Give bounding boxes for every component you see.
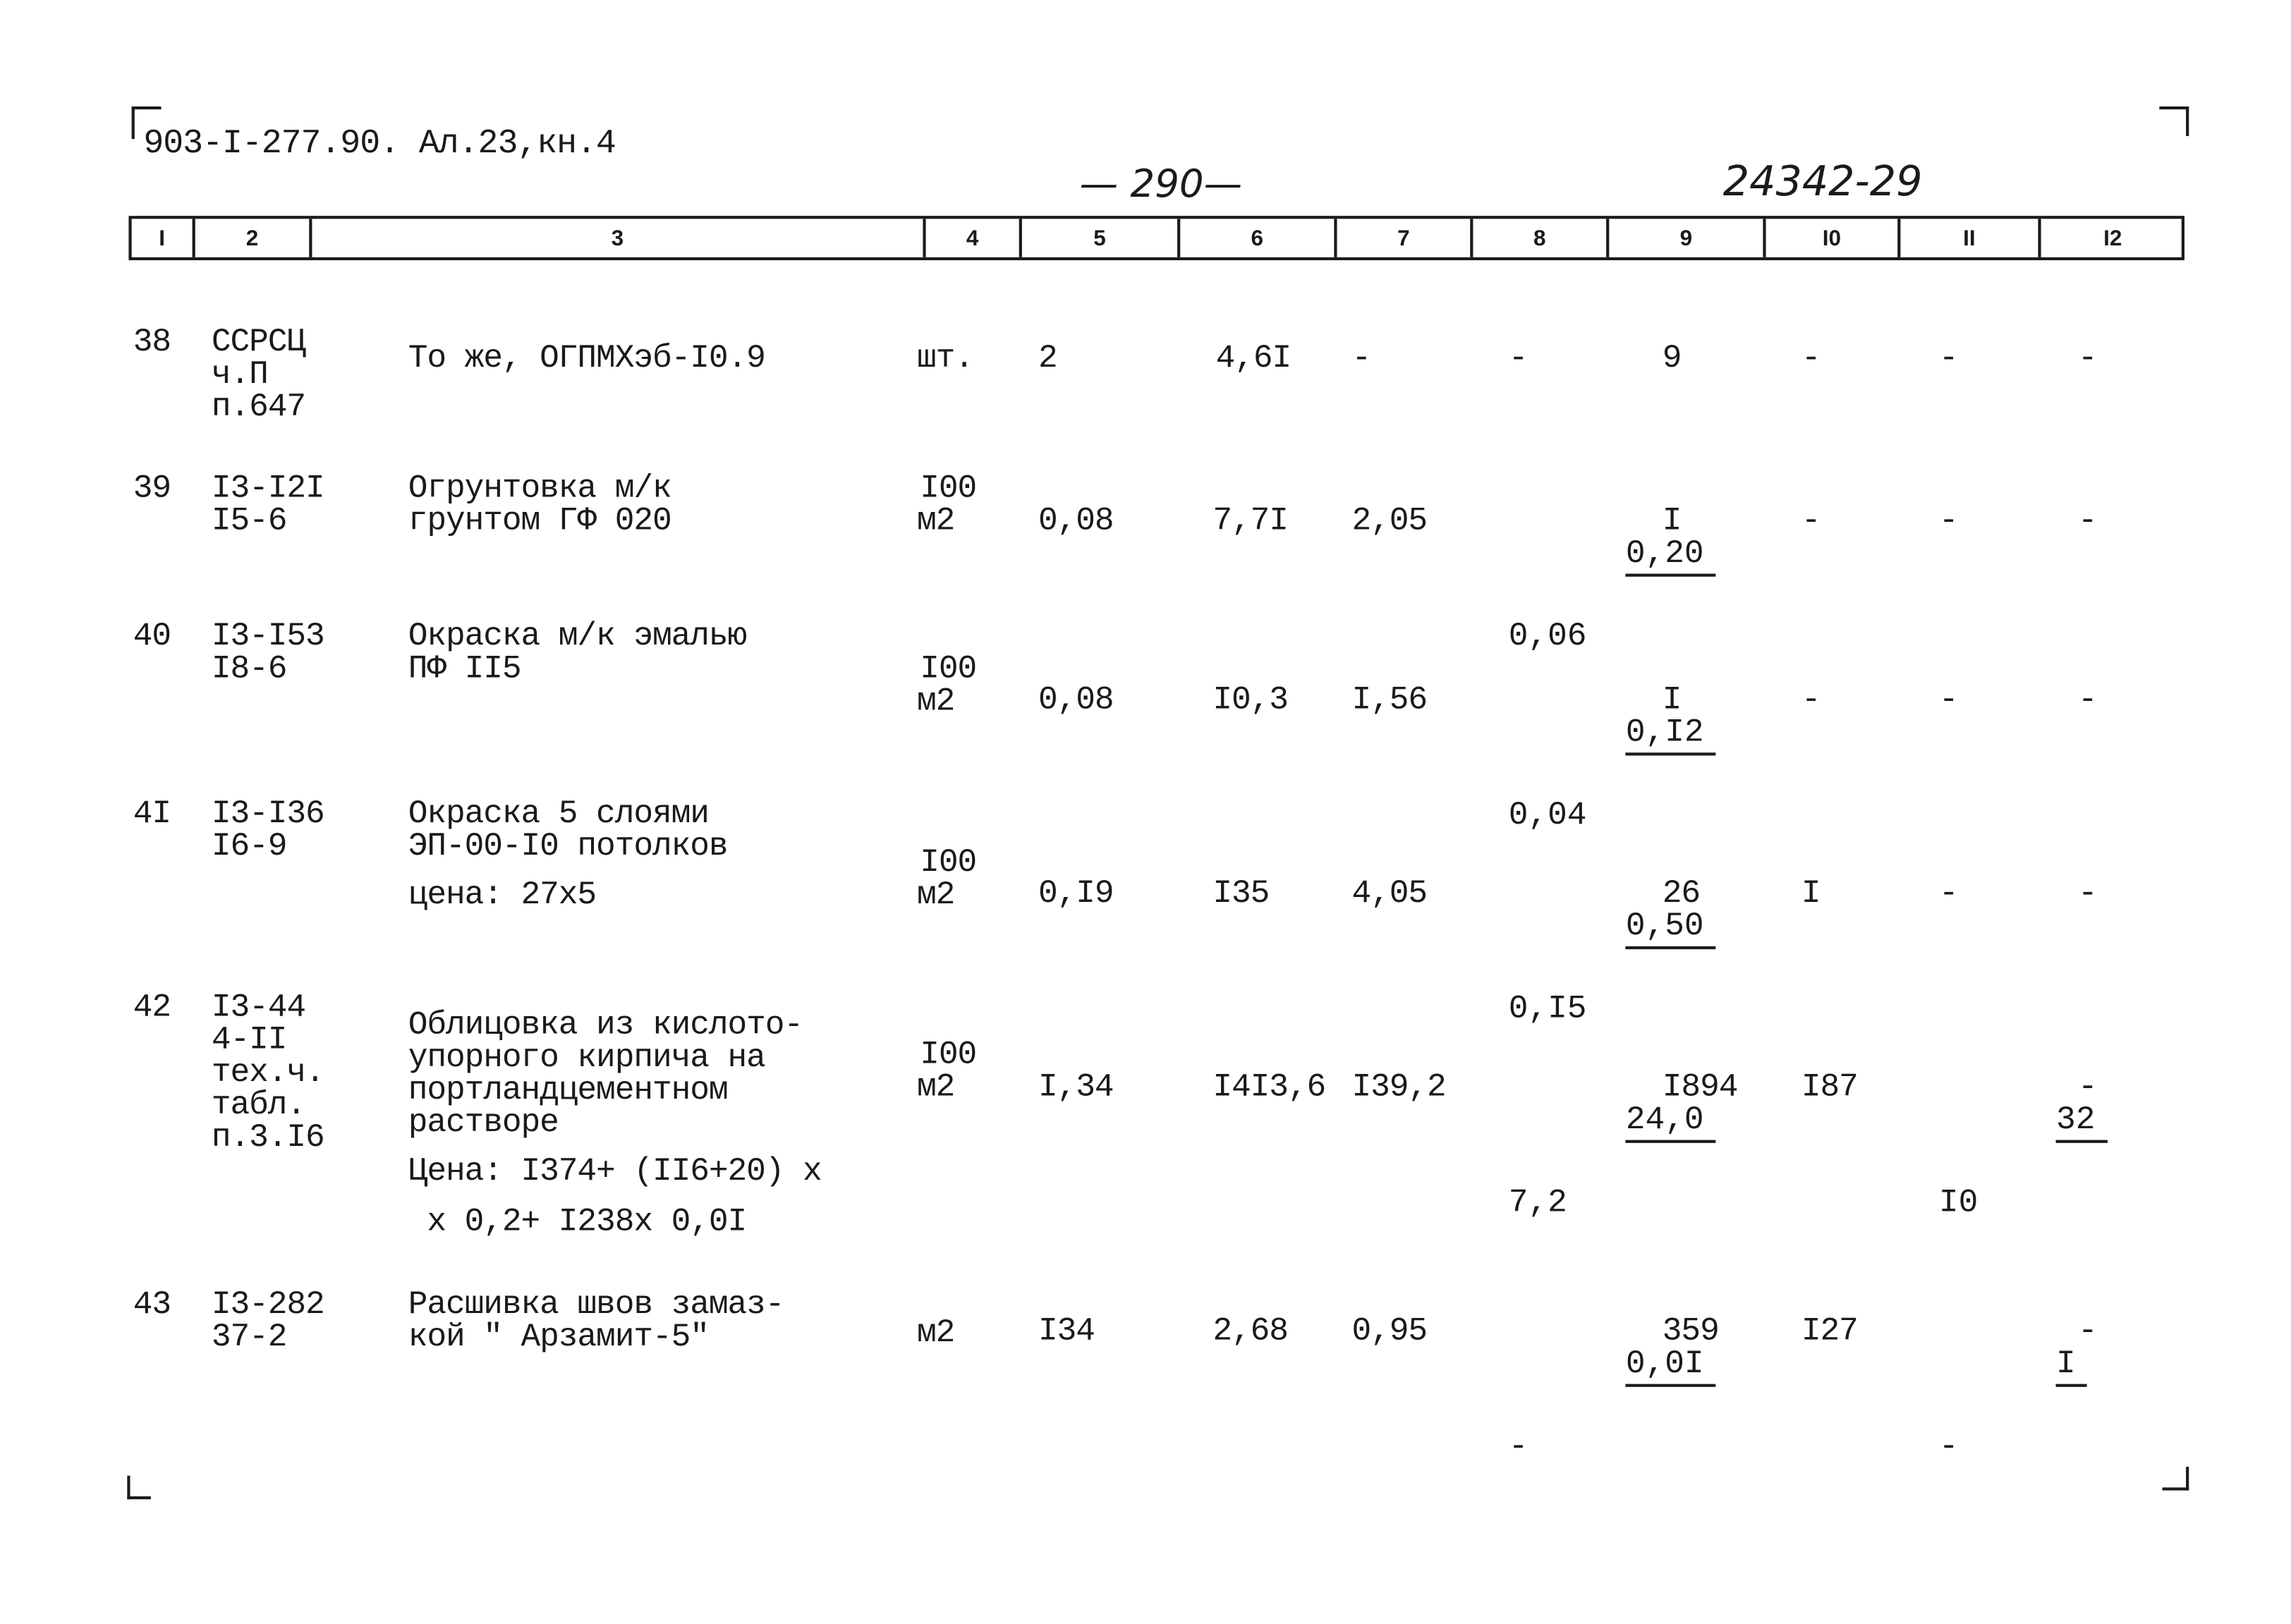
col11-fraction [1939,1316,2088,1529]
quantity: 0,I9 [1038,875,1114,912]
work-description: грунтом ГФ 020 [408,502,672,540]
norm-code-line: I3-I53 [211,618,324,655]
col7-value: - [1351,340,1371,377]
column-header: 6 [1251,225,1264,251]
fraction-numerator: 0,20 [1626,538,1716,577]
norm-code-line: I5-6 [211,502,287,540]
work-description: растворе [408,1104,559,1142]
norm-code-line: п.3.I6 [211,1119,324,1156]
norm-code-line: 37-2 [211,1319,287,1356]
col8-value: - [1508,340,1528,377]
unit: I00 [920,470,977,508]
norm-code-line: I8-6 [211,650,287,688]
norm-code-line: табл. [211,1087,306,1124]
norm-code-line: 4-II [211,1021,287,1059]
work-description: Облицовка из кислото- [408,1006,803,1044]
unit-price: I4I3,6 [1213,1068,1326,1106]
col7-value: 0,95 [1351,1312,1428,1350]
row-number: 39 [133,470,171,508]
page-number: — 290— [1079,162,1243,207]
col10-value: I27 [1801,1312,1858,1350]
work-description: Окраска м/к эмалью [408,618,747,655]
col11-value: - [1938,502,1958,540]
price-note: х 0,2+ I238х 0,0I [408,1203,747,1241]
work-description: кой " Арзамит-5" [408,1319,709,1356]
work-description: То же, ОГПМХэб-I0.9 [408,340,765,377]
unit-price: I35 [1213,875,1270,912]
col11-value: - [1938,875,1958,912]
col10-value: I87 [1801,1068,1858,1106]
price-note: цена: 27х5 [408,877,597,914]
norm-code-line: I3-I2I [211,470,324,508]
fraction-denominator: I0 [1938,1184,1979,1221]
fraction-numerator: 0,50 [1626,911,1716,950]
norm-code-line: I3-44 [211,989,306,1027]
work-description: портландцементном [408,1072,728,1109]
column-header: 3 [611,225,624,251]
norm-code-line: I3-I36 [211,795,324,833]
row-number: 4I [133,795,171,833]
unit: I00 [920,650,977,688]
col12-value: - [2078,502,2097,540]
col10-value: I [1801,875,1821,912]
row-number: 40 [133,618,171,655]
fraction-denominator: - [1938,1428,1959,1465]
col12-value: - [2078,340,2097,377]
work-description: ЭП-00-I0 потолков [408,828,728,865]
unit: м2 [917,877,955,914]
quantity: I34 [1038,1312,1095,1350]
column-header: 7 [1397,225,1410,251]
fraction-denominator: 0,04 [1508,797,1587,834]
corner-mark-bottom-left [127,1476,151,1500]
col11-value: - [1938,340,1958,377]
fraction-denominator: - [1508,1428,1529,1465]
fraction-denominator: 0,06 [1508,618,1587,655]
fraction-denominator: 7,2 [1508,1184,1567,1221]
quantity: 2 [1038,340,1057,377]
row-number: 43 [133,1286,171,1324]
column-header: 4 [966,225,979,251]
unit-price: 2,68 [1213,1312,1288,1350]
work-description: Огрунтовка м/к [408,470,672,508]
column-header: I0 [1822,225,1841,251]
corner-mark-bottom-right [2163,1467,2189,1491]
quantity: 0,08 [1038,681,1114,719]
unit-price: 7,7I [1213,502,1288,540]
unit: м2 [917,502,955,540]
col7-value: I,56 [1351,681,1428,719]
column-header: 9 [1679,225,1693,251]
column-header-row [128,216,2184,260]
column-header: 8 [1533,225,1546,251]
col12-value: - [2078,1312,2097,1350]
total-cost: 359 [1662,1312,1719,1350]
column-header: 2 [245,225,259,251]
unit: I00 [920,1036,977,1074]
total-cost: 9 [1662,340,1682,377]
norm-code-line: тех.ч. [211,1054,324,1092]
row-number: 42 [133,989,171,1027]
column-header: II [1963,225,1976,251]
unit: I00 [920,844,977,881]
fraction-numerator: 24,0 [1626,1104,1716,1143]
column-header: I [159,225,165,251]
fraction-numerator: 0,0I [1626,1348,1716,1387]
unit: шт. [917,340,973,377]
fraction-numerator: I [2056,1348,2087,1387]
norm-code-line: ч.П [211,356,268,393]
unit-price: I0,3 [1213,681,1288,719]
col10-value: - [1801,340,1821,377]
unit: м2 [917,1314,955,1352]
quantity: 0,08 [1038,502,1114,540]
total-cost: I [1662,681,1682,719]
unit: м2 [917,683,955,721]
column-header: I2 [2103,225,2122,251]
col7-value: 2,05 [1351,502,1428,540]
col12-value: - [2078,681,2097,719]
row-number: 38 [133,324,171,361]
corner-mark-top-right [2159,106,2189,136]
unit: м2 [917,1068,955,1106]
fraction-numerator: 0,I2 [1626,717,1716,756]
document-code: 903-I-277.90. Ал.23,кн.4 [143,124,616,163]
col12-value: - [2078,875,2097,912]
fraction-denominator: 0,I5 [1508,990,1587,1028]
total-cost: I [1662,502,1682,540]
col12-value: - [2078,1068,2097,1106]
column-header: 5 [1093,225,1106,251]
col7-value: 4,05 [1351,875,1428,912]
col10-value: - [1801,681,1821,719]
norm-code-line: I6-9 [211,828,287,865]
unit-price: 4,6I [1215,340,1292,377]
col8-fraction [1508,681,1716,898]
col7-value: I39,2 [1351,1068,1446,1106]
work-description: ПФ II5 [408,650,521,688]
sheet-code: 24342-29 [1722,157,1923,206]
work-description: Окраска 5 слоями [408,795,709,833]
work-description: Расшивка швов замаз- [408,1286,784,1324]
quantity: I,34 [1038,1068,1114,1106]
fraction-numerator: 32 [2056,1104,2107,1143]
col11-value: - [1938,681,1958,719]
price-note: Цена: I374+ (II6+20) х [408,1153,822,1190]
total-cost: 26 [1662,875,1701,912]
col10-value: - [1801,502,1821,540]
total-cost: I894 [1662,1068,1738,1106]
norm-code-line: I3-282 [211,1286,324,1324]
norm-code-line: ССРСЦ [211,324,306,361]
norm-code-line: п.647 [211,389,306,426]
work-description: упорного кирпича на [408,1039,765,1077]
